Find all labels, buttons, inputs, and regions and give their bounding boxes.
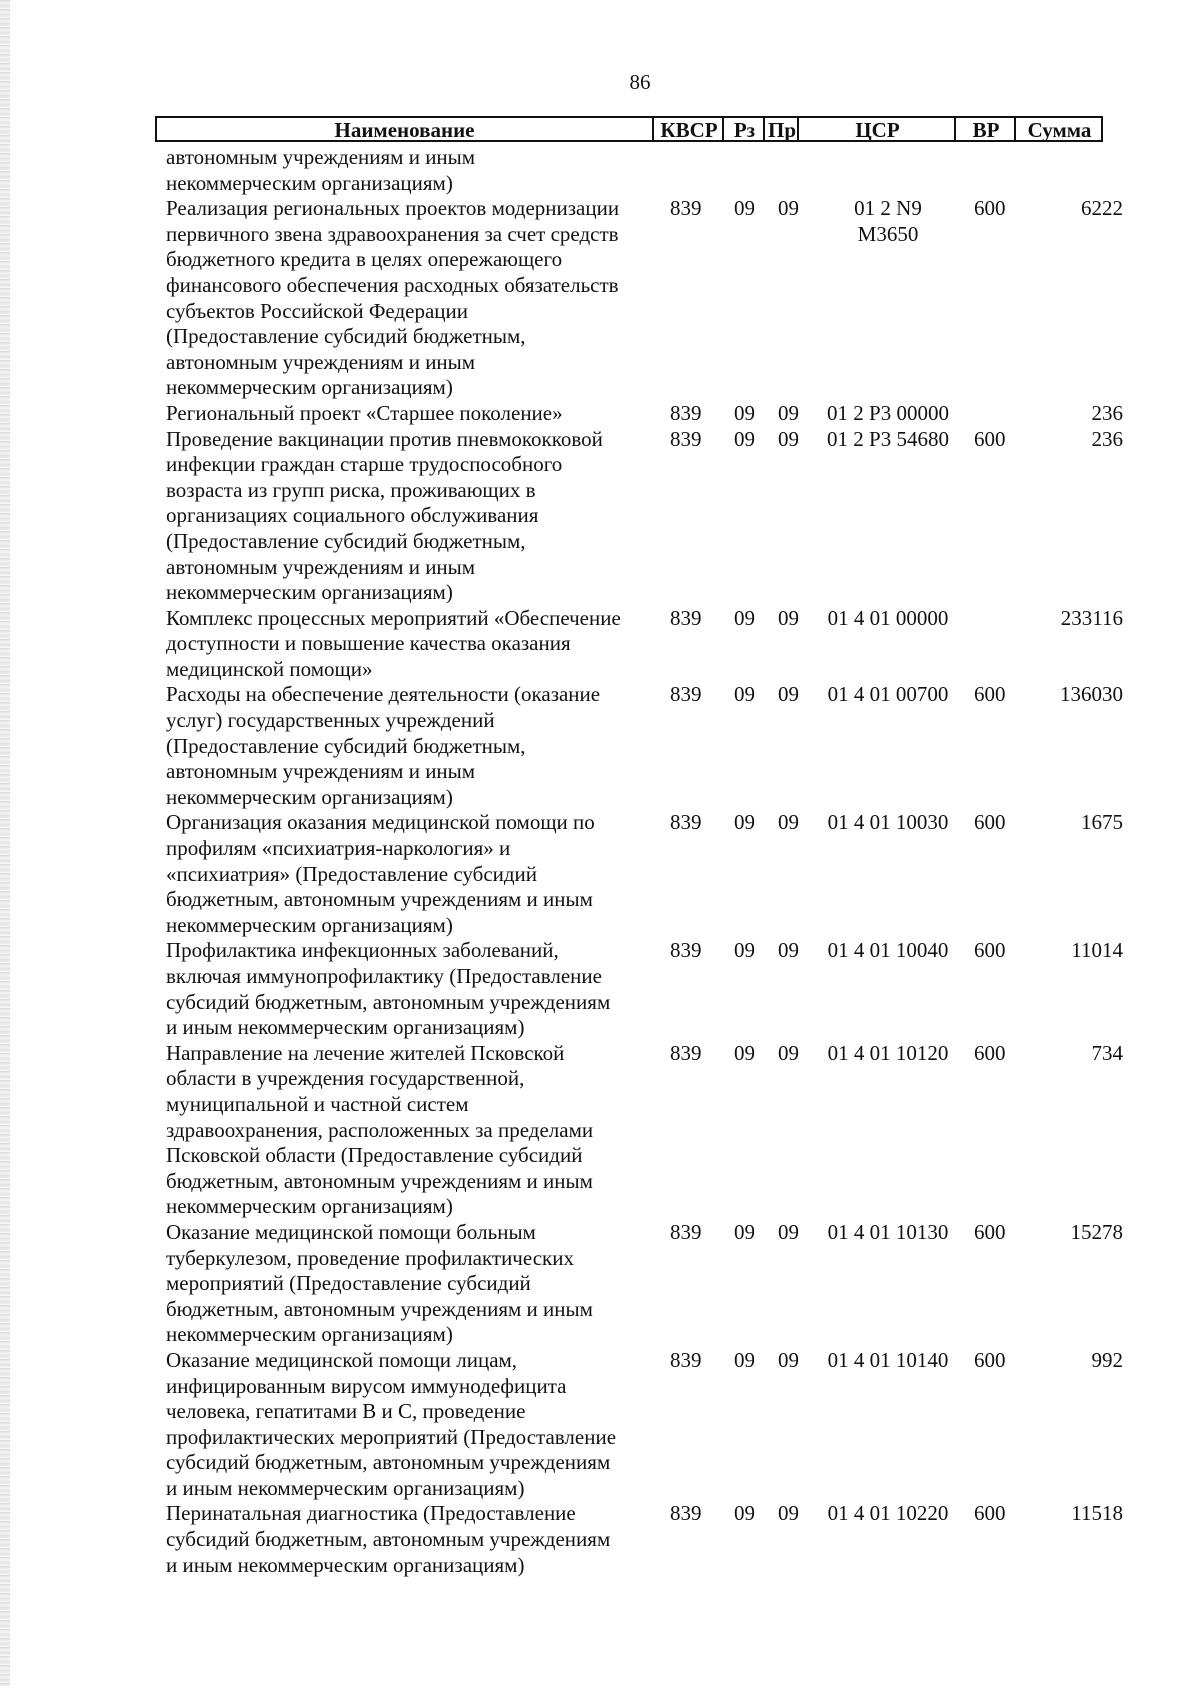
row-sum: 236: [1091, 426, 1123, 451]
row-vr: 600: [974, 1219, 1006, 1244]
table-row: [0, 682, 1200, 810]
row-name: Региональный проект «Старшее поколение»: [166, 400, 563, 425]
table-row: [0, 606, 1200, 683]
row-kvsr: 839: [670, 400, 702, 425]
header-vr: ВР: [954, 118, 1016, 140]
row-csr: 01 4 01 10130: [827, 1219, 949, 1244]
row-pr: 09: [778, 426, 799, 451]
row-csr: 01 2 Р3 00000: [827, 400, 949, 425]
row-name: Проведение вакцинации против пневмококковой инфекции граждан старше трудоспособного возраста из групп риска, проживающих в организациях социального обслуживания (Предоставление субсидий бюджетным, автономным учреждениям и иным некоммерческим организациям): [166, 426, 603, 605]
row-name: Расходы на обеспечение деятельности (оказание услуг) государственных учреждений (Предоставление субсидий бюджетным, автономным учреждениям и иным некоммерческим организациям): [166, 682, 601, 809]
row-vr: 600: [974, 196, 1006, 221]
row-rz: 09: [734, 400, 755, 425]
row-name: Оказание медицинской помощи лицам, инфицированным вирусом иммунодефицита человека, гепатитами В и С, проведение профилактических мероприятий (Предоставление субсидий бюджетным, автономным учреждениям и иным некоммерческим организациям): [166, 1347, 617, 1500]
row-kvsr: 839: [670, 682, 702, 707]
header-rz: Рз: [722, 118, 765, 140]
table-body: [0, 145, 1200, 1578]
row-kvsr: 839: [670, 426, 702, 451]
page-number: 86: [629, 70, 651, 94]
row-rz: 09: [734, 810, 755, 835]
header-kvsr: КВСР: [652, 118, 724, 140]
header-sum: Сумма: [1014, 118, 1103, 140]
row-pr: 09: [778, 1219, 799, 1244]
row-vr: 600: [974, 1501, 1006, 1526]
row-name: Перинатальная диагностика (Предоставление субсидий бюджетным, автономным учреждениям и иным некоммерческим организациям): [166, 1501, 611, 1577]
row-kvsr: 839: [670, 605, 702, 630]
row-name: Реализация региональных проектов модернизации первичного звена здравоохранения за счет средств бюджетного кредита в целях опережающего финансового обеспечения расходных обязательств субъектов Российской Федерации (Предоставление субсидий бюджетным, автономным учреждениям и иным некоммерческим организациям): [166, 196, 620, 400]
row-rz: 09: [734, 196, 755, 221]
row-sum: 236: [1091, 400, 1123, 425]
row-vr: 600: [974, 1347, 1006, 1372]
table-header: [155, 116, 1103, 142]
row-pr: 09: [778, 1347, 799, 1372]
row-rz: 09: [734, 1501, 755, 1526]
row-name: Направление на лечение жителей Псковской области в учреждения государственной, муниципальной и частной систем здравоохранения, расположенных за пределами Псковской области (Предоставление субсидий бюджетным, автономным учреждениям и иным некоммерческим организациям): [166, 1040, 594, 1219]
row-rz: 09: [734, 1347, 755, 1372]
row-kvsr: 839: [670, 196, 702, 221]
row-name: Оказание медицинской помощи больным туберкулезом, проведение профилактических мероприятий (Предоставление субсидий бюджетным, автономным учреждениям и иным некоммерческим организациям): [166, 1219, 593, 1347]
row-pr: 09: [778, 682, 799, 707]
row-sum: 1675: [1081, 810, 1123, 835]
row-pr: 09: [778, 196, 799, 221]
table-row: [0, 1041, 1200, 1220]
table-row: [0, 401, 1200, 427]
row-kvsr: 839: [670, 1040, 702, 1065]
row-rz: 09: [734, 1219, 755, 1244]
row-sum: 6222: [1081, 196, 1123, 221]
row-sum: 233116: [1060, 605, 1123, 630]
row-pr: 09: [778, 810, 799, 835]
table-row: [0, 196, 1200, 401]
row-csr: 01 2 N9 М3650: [854, 196, 922, 246]
row-csr: 01 4 01 10140: [827, 1347, 949, 1372]
table-row: [0, 145, 1200, 196]
row-pr: 09: [778, 1501, 799, 1526]
row-csr: 01 4 01 10120: [827, 1040, 949, 1065]
table-row: [0, 1501, 1200, 1578]
header-pr: Пр: [763, 118, 799, 140]
row-csr: 01 4 01 10040: [827, 938, 949, 963]
table-row: [0, 427, 1200, 606]
row-rz: 09: [734, 1040, 755, 1065]
row-rz: 09: [734, 605, 755, 630]
row-kvsr: 839: [670, 810, 702, 835]
row-vr: 600: [974, 1040, 1006, 1065]
row-rz: 09: [734, 682, 755, 707]
row-vr: 600: [974, 682, 1006, 707]
row-kvsr: 839: [670, 1501, 702, 1526]
row-name: Профилактика инфекционных заболеваний, включая иммунопрофилактику (Предоставление субсидий бюджетным, автономным учреждениям и иным некоммерческим организациям): [166, 938, 611, 1040]
row-kvsr: 839: [670, 1347, 702, 1372]
row-kvsr: 839: [670, 938, 702, 963]
table-row: [0, 1348, 1200, 1502]
row-kvsr: 839: [670, 1219, 702, 1244]
row-csr: 01 2 Р3 54680: [827, 426, 949, 451]
row-csr: 01 4 01 00000: [827, 605, 949, 630]
row-name: Организация оказания медицинской помощи по профилям «психиатрия-наркология» и «психиатрия» (Предоставление субсидий бюджетным, автономным учреждениям и иным некоммерческим организациям): [166, 810, 595, 937]
row-name: автономным учреждениям и иным некоммерческим организациям): [166, 145, 476, 195]
row-name: Комплекс процессных мероприятий «Обеспечение доступности и повышение качества оказания медицинской помощи»: [166, 605, 621, 681]
row-rz: 09: [734, 426, 755, 451]
row-vr: 600: [974, 810, 1006, 835]
header-name: Наименование: [334, 118, 475, 142]
row-pr: 09: [778, 938, 799, 963]
row-csr: 01 4 01 10030: [827, 810, 949, 835]
row-sum: 992: [1091, 1347, 1123, 1372]
row-pr: 09: [778, 605, 799, 630]
row-pr: 09: [778, 400, 799, 425]
row-sum: 11518: [1071, 1501, 1123, 1526]
row-sum: 15278: [1070, 1219, 1123, 1244]
row-rz: 09: [734, 938, 755, 963]
row-sum: 136030: [1060, 682, 1123, 707]
row-sum: 734: [1091, 1040, 1123, 1065]
row-vr: 600: [974, 938, 1006, 963]
table-row: [0, 810, 1200, 938]
row-vr: 600: [974, 426, 1006, 451]
table-row: [0, 938, 1200, 1040]
row-csr: 01 4 01 00700: [827, 682, 949, 707]
row-csr: 01 4 01 10220: [827, 1501, 949, 1526]
row-pr: 09: [778, 1040, 799, 1065]
table-row: [0, 1220, 1200, 1348]
row-sum: 11014: [1071, 938, 1123, 963]
header-csr: ЦСР: [797, 118, 956, 140]
